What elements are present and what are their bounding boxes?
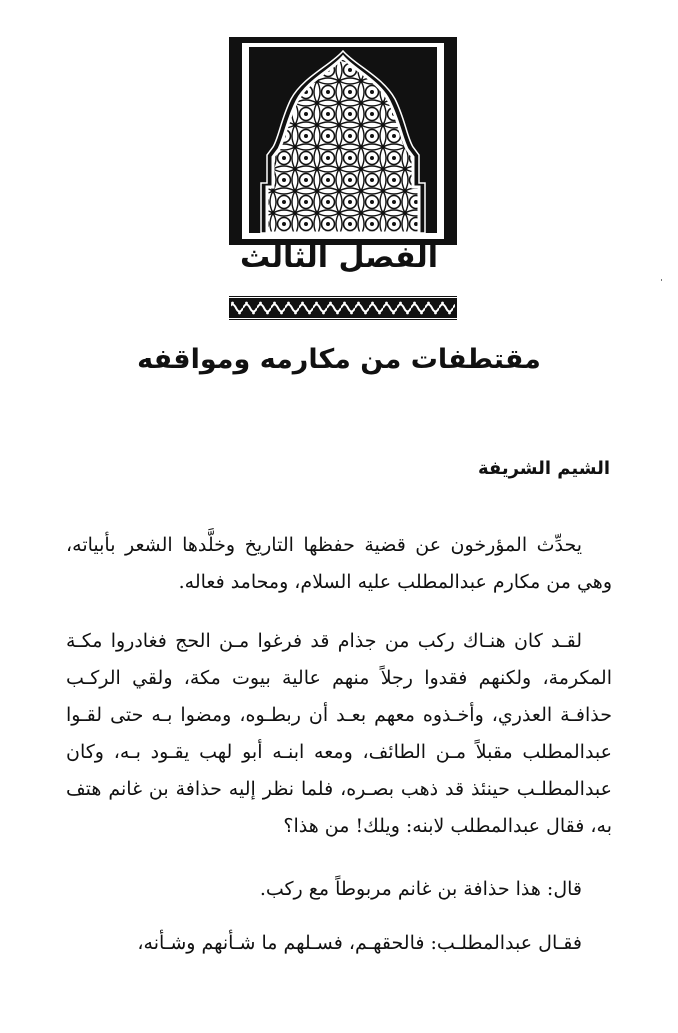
- decorative-band-icon: [229, 296, 457, 320]
- paragraph: لقـد كان هنـاك ركب من جذام قد فرغوا مـن الحج فغادروا مكـة المكرمة، ولكنهم فقدوا رجلاً منهم عالية بيوت مكة، ولقي الركـب حذافـة العذري، وأخـذوه معهم بعـد أن ربطـوه، ومضوا بـه حتى لقـوا عبدالمطلب مقبلاً مـن الطائف، ومعه ابنـه أبو لهب يقـود بـه، وكان عبدالمطلـب حينئذ قد ذهب بصـره، فلما نظر إليه حذافة بن غانم هتف به، فقال عبدالمطلب لابنه: ويلك! من هذا؟: [66, 630, 612, 837]
- section-heading: الشيم الشريفة: [477, 458, 610, 479]
- page-edge-mark: [661, 279, 662, 281]
- paragraph: يحدِّث المؤرخون عن قضية حفظها التاريخ وخلَّدها الشعر بأبياته، وهي من مكارم عبدالمطلب عليه السلام، ومحامد فعاله.: [66, 534, 612, 593]
- paragraph: قال: هذا حذافة بن غانم مربوطاً مع ركب.: [259, 878, 582, 900]
- chapter-title: الفصل الثالث: [239, 240, 438, 275]
- chapter-subtitle: مقتطفات من مكارمه ومواقفه: [137, 344, 541, 375]
- arch-ornament-icon: [229, 37, 457, 245]
- paragraph: فقـال عبدالمطلـب: فالحقهـم، فسـلهم ما شـأنهم وشـأنه،: [137, 932, 582, 954]
